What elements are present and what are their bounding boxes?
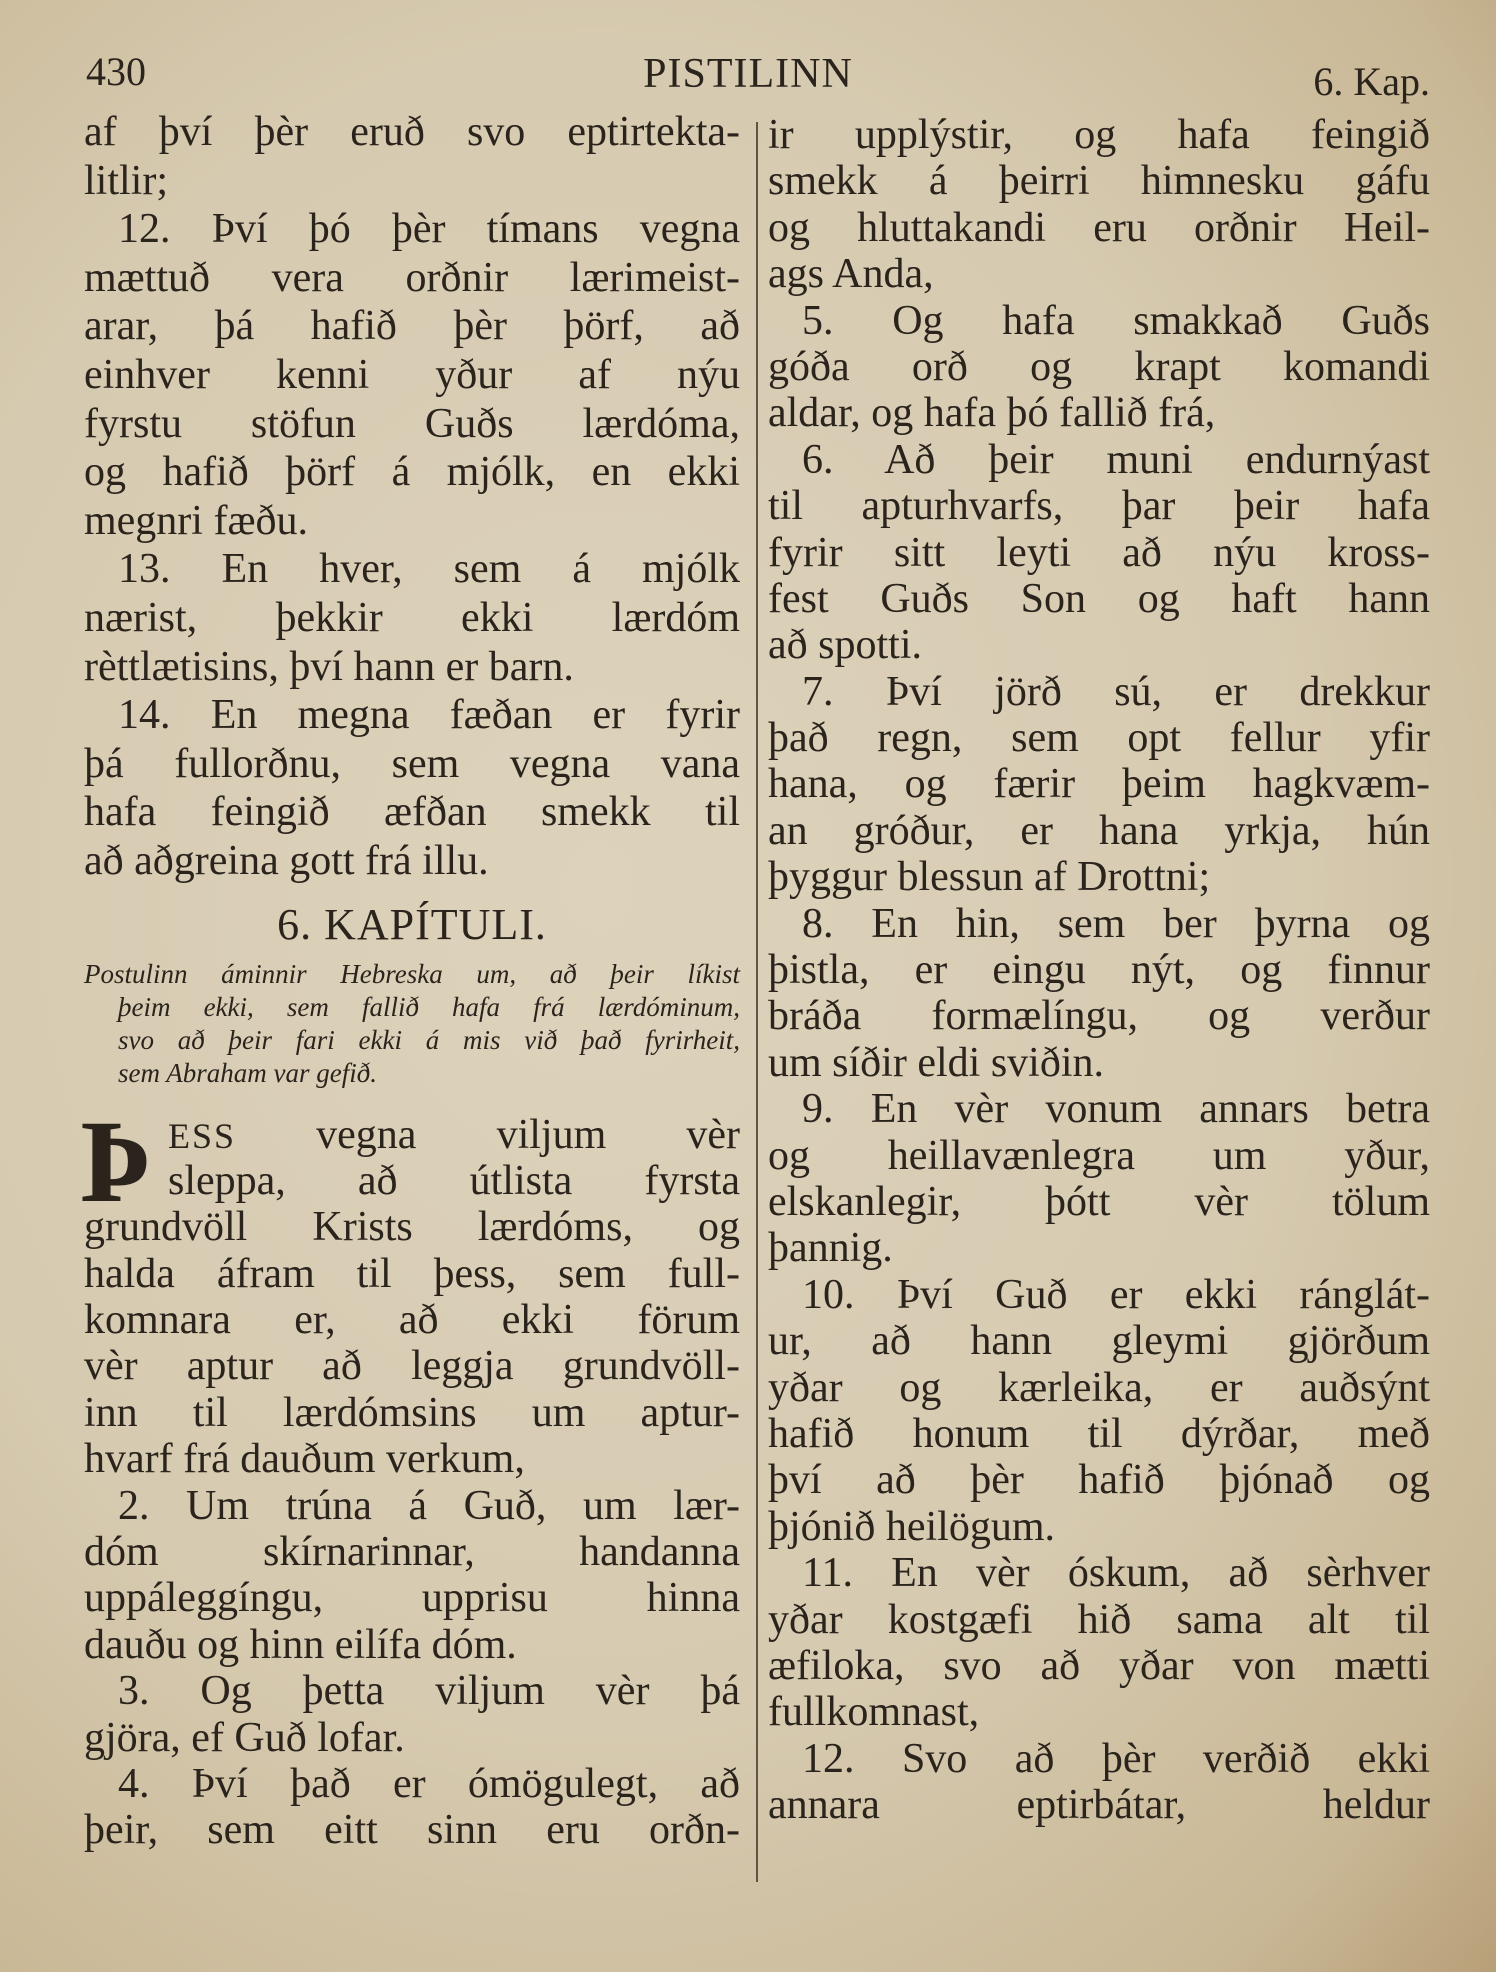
summary-line: svo að þeir fari ekki á mis við það fyrirheit, <box>118 1024 740 1055</box>
text-line: litlir; <box>84 157 168 204</box>
text-line: það regn, sem opt fellur yfir <box>768 715 1430 762</box>
text-line: þá fullorðnu, sem vegna vana <box>84 740 740 787</box>
text-line: yðar kostgæfi hið sama alt til <box>768 1596 1430 1643</box>
text-line: af því þèr eruð svo eptirtekta- <box>84 109 740 155</box>
text-line: 4. Því það er ómögulegt, að <box>118 1760 740 1807</box>
text-line: grundvöll Krists lærdóms, og <box>84 1204 740 1251</box>
chapter-heading: 6. KAPÍTULI. <box>277 899 547 949</box>
summary-line: þeim ekki, sem fallið hafa frá lærdóminum, <box>118 991 740 1022</box>
text-line: arar, þá hafið þèr þörf, að <box>84 303 740 350</box>
opening-line-rest: vegna viljum vèr <box>236 1111 740 1158</box>
text-line: gjöra, ef Guð lofar. <box>84 1714 405 1761</box>
text-line: 12. Því þó þèr tímans vegna <box>118 206 740 253</box>
summary-line: sem Abraham var gefið. <box>118 1057 377 1088</box>
text-line <box>84 1112 740 1158</box>
text-line: þyggur blessun af Drottni; <box>768 854 1211 901</box>
text-line: annara eptirbátar, heldur <box>768 1782 1430 1829</box>
text-line: þeir, sem eitt sinn eru orðn- <box>84 1807 740 1854</box>
text-line: 3. Og þetta viljum vèr þá <box>118 1668 740 1715</box>
text-line: að aðgreina gott frá illu. <box>84 837 489 884</box>
page-number: 430 <box>86 49 146 94</box>
summary-line: Postulinn áminnir Hebreska um, að þeir líkist <box>84 958 740 989</box>
text-line: 13. En hver, sem á mjólk <box>118 546 740 593</box>
text-line: og hafið þörf á mjólk, en ekki <box>84 449 740 496</box>
text-line: 2. Um trúna á Guð, um lær- <box>118 1482 740 1529</box>
text-line: halda áfram til þess, sem full- <box>84 1250 740 1297</box>
text-line: 11. En vèr óskum, að sèrhver <box>802 1550 1430 1597</box>
text-line: um síðir eldi sviðin. <box>768 1039 1104 1086</box>
text-line: fest Guðs Son og haft hann <box>768 575 1430 622</box>
left-column <box>80 108 740 1854</box>
text-line: inn til lærdómsins um aptur- <box>84 1389 740 1436</box>
text-line: smekk á þeirri himnesku gáfu <box>768 158 1430 205</box>
text-line: hana, og færir þeim hagkvæm- <box>768 761 1430 808</box>
text-line: ir upplýstir, og hafa feingið <box>768 112 1430 158</box>
text-line: 5. Og hafa smakkað Guðs <box>802 297 1430 344</box>
text-line: an gróður, er hana yrkja, hún <box>768 807 1430 854</box>
text-line: því að þèr hafið þjónað og <box>768 1457 1430 1504</box>
text-line: til apturhvarfs, þar þeir hafa <box>768 483 1430 530</box>
left-column-top-text <box>84 108 740 886</box>
text-line: uppáleggíngu, upprisu hinna <box>84 1575 740 1622</box>
text-line: góða orð og krapt komandi <box>768 343 1430 390</box>
column-divider <box>756 122 758 1882</box>
text-line: 9. En vèr vonum annars betra <box>802 1086 1430 1133</box>
text-line: ags Anda, <box>768 251 934 298</box>
text-line: 8. En hin, sem ber þyrna og <box>802 900 1430 947</box>
text-line: 14. En megna fæðan er fyrir <box>118 692 740 739</box>
text-line: æfiloka, svo að yðar von mætti <box>768 1642 1430 1689</box>
text-line: 12. Svo að þèr verðið ekki <box>802 1735 1430 1782</box>
text-line: megnri fæðu. <box>84 497 308 544</box>
text-line: bráða formælíngu, og verður <box>768 993 1430 1040</box>
text-line: hafið honum til dýrðar, með <box>768 1410 1430 1457</box>
text-line: sleppa, að útlista fyrsta <box>168 1157 740 1204</box>
small-caps-word: ESS <box>168 1115 237 1156</box>
text-line: elskanlegir, þótt vèr tölum <box>768 1178 1430 1225</box>
text-line: fyrir sitt leyti að nýu kross- <box>768 529 1430 576</box>
text-line: vèr aptur að leggja grundvöll- <box>84 1343 740 1390</box>
text-line: fullkomnast, <box>768 1689 980 1736</box>
text-line: og heillavænlegra um yður, <box>768 1132 1430 1179</box>
left-column-bottom-text <box>80 1095 740 1854</box>
text-line: þistla, er eingu nýt, og finnur <box>768 947 1430 994</box>
right-column <box>768 112 1430 1828</box>
text-line: hafa feingið æfðan smekk til <box>84 789 740 836</box>
chapter-marker: 6. Kap. <box>1313 59 1430 104</box>
text-line: aldar, og hafa þó fallið frá, <box>768 390 1216 437</box>
text-line: ur, að hann gleymi gjörðum <box>768 1318 1430 1365</box>
text-line: hvarf frá dauðum verkum, <box>84 1436 525 1483</box>
text-line: komnara er, að ekki förum <box>84 1297 740 1344</box>
text-line: mættuð vera orðnir lærimeist- <box>84 254 740 301</box>
text-line: nærist, þekkir ekki lærdóm <box>84 594 740 641</box>
text-line: einhver kenni yður af nýu <box>84 351 740 398</box>
text-line: að spotti. <box>768 622 922 669</box>
text-line: og hluttakandi eru orðnir Heil- <box>768 204 1430 251</box>
text-line: dauðu og hinn eilífa dóm. <box>84 1621 517 1668</box>
chapter-summary <box>84 958 740 1090</box>
text-line: 6. Að þeir muni endurnýast <box>802 436 1430 483</box>
text-line: þannig. <box>768 1225 893 1272</box>
running-title: PISTILINN <box>643 51 853 97</box>
text-line: 7. Því jörð sú, er drekkur <box>802 668 1430 715</box>
text-line: 10. Því Guð er ekki ránglát- <box>802 1271 1430 1318</box>
text-line: dóm skírnarinnar, handanna <box>84 1529 740 1576</box>
text-line: rèttlætisins, því hann er barn. <box>84 643 574 690</box>
text-line: þjónið heilögum. <box>768 1503 1055 1550</box>
text-line: fyrstu stöfun Guðs lærdóma, <box>84 400 740 447</box>
text-line: yðar og kærleika, er auðsýnt <box>768 1364 1430 1411</box>
drop-cap: Þ <box>80 1095 153 1227</box>
